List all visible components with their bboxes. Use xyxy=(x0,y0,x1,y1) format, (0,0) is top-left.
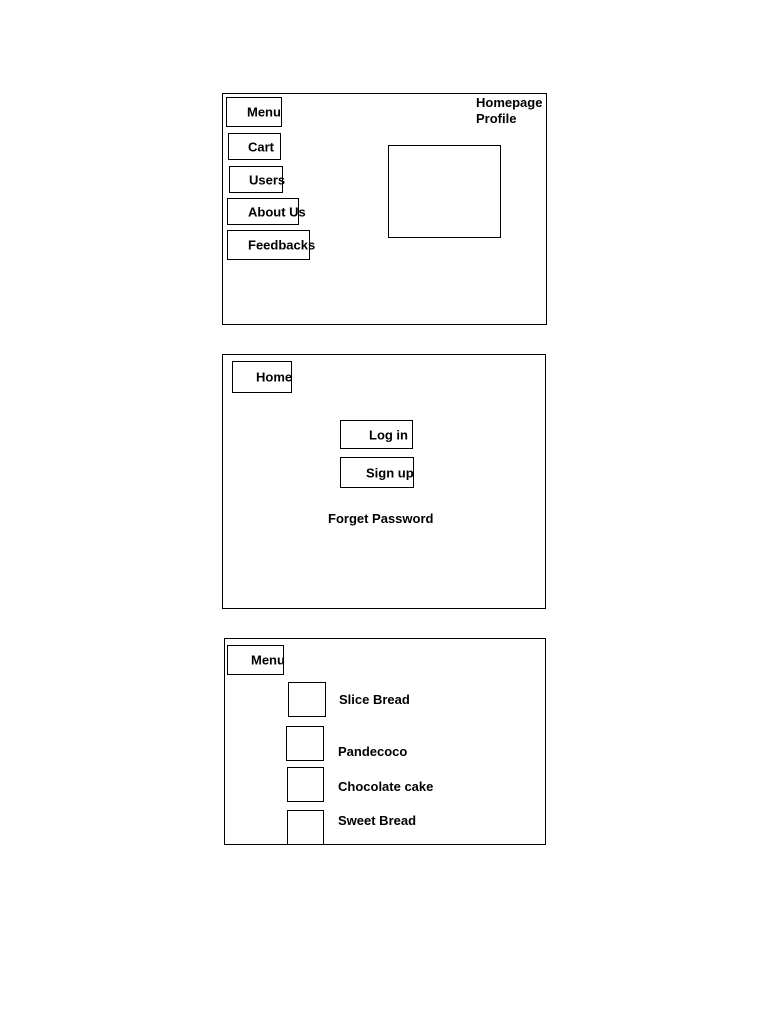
signup-button[interactable] xyxy=(340,457,414,488)
item-thumbnail xyxy=(287,767,324,802)
menu-header-button-label: Menu xyxy=(251,652,285,668)
menu-button-label: Menu xyxy=(247,104,281,120)
menu-header-button[interactable] xyxy=(227,645,284,675)
users-button[interactable] xyxy=(229,166,286,193)
page-title-profile: Profile xyxy=(476,111,517,126)
item-thumbnail xyxy=(286,726,324,761)
item-thumbnail xyxy=(287,810,324,845)
home-button[interactable] xyxy=(232,361,292,393)
list-item-label[interactable]: Pandecoco xyxy=(338,744,408,759)
page-title-homepage: Homepage xyxy=(476,95,543,110)
list-item-label[interactable]: Sweet Bread xyxy=(338,813,417,828)
about-us-button-label: About Us xyxy=(248,204,306,219)
cart-button[interactable] xyxy=(228,133,281,160)
list-item-label[interactable]: Slice Bread xyxy=(339,692,410,707)
menu-button[interactable] xyxy=(226,97,282,127)
list-item-label[interactable]: Chocolate cake xyxy=(338,779,434,794)
forget-password-link[interactable]: Forget Password xyxy=(328,511,434,526)
profile-image-placeholder xyxy=(388,145,501,238)
users-button-label: Users xyxy=(249,172,286,187)
login-button[interactable] xyxy=(340,420,413,449)
login-button-label: Log in xyxy=(369,427,408,442)
item-thumbnail xyxy=(288,682,326,717)
about-us-button[interactable] xyxy=(227,198,306,225)
feedbacks-button-label: Feedbacks xyxy=(248,237,316,253)
cart-button-label: Cart xyxy=(248,139,275,154)
home-button-label: Home xyxy=(256,369,293,385)
signup-button-label: Sign up xyxy=(366,465,414,480)
feedbacks-button[interactable] xyxy=(227,230,316,260)
